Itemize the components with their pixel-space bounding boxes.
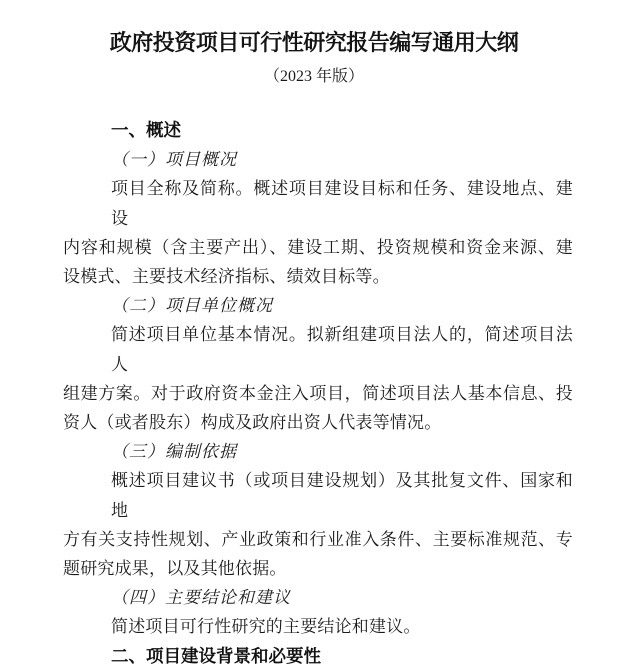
paragraph-line: 简述项目可行性研究的主要结论和建议。 (111, 617, 421, 637)
paragraph-line: 题研究成果，以及其他依据。 (63, 559, 287, 579)
section-heading-2: 二、项目建设背景和必要性 (111, 645, 321, 666)
paragraph-line: 简述项目单位基本情况。拟新组建项目法人的，简述项目法人 (111, 325, 573, 374)
subsection-heading-1-2: （二）项目单位概况 (111, 296, 273, 316)
paragraph-line: 内容和规模（含主要产出）、建设工期、投资规模和资金来源、建 (63, 237, 573, 257)
section-heading-1: 一、概述 (111, 120, 181, 140)
document-body (0, 116, 628, 671)
subsection-heading-1-3: （三）编制依据 (111, 442, 237, 462)
paragraph-line: 项目全称及简称。概述项目建设目标和任务、建设地点、建设 (111, 179, 573, 228)
paragraph-line: 设模式、主要技术经济指标、绩效目标等。 (63, 267, 390, 287)
document-edition: （2023 年版） (263, 68, 364, 85)
paragraph-line: 方有关支持性规划、产业政策和行业准入条件、主要标准规范、专 (63, 529, 573, 549)
paragraph-line: 组建方案。对于政府资本金注入项目，简述项目法人基本信息、投 (63, 383, 573, 403)
subsection-heading-1-4: （四）主要结论和建议 (111, 588, 291, 608)
paragraph-line: 概述项目建议书（或项目建设规划）及其批复文件、国家和地 (111, 471, 573, 520)
subsection-heading-1-1: （一）项目概况 (111, 150, 237, 170)
document-title: 政府投资项目可行性研究报告编写通用大纲 (109, 30, 519, 55)
paragraph-line: 资人（或者股东）构成及政府出资人代表等情况。 (63, 413, 442, 433)
